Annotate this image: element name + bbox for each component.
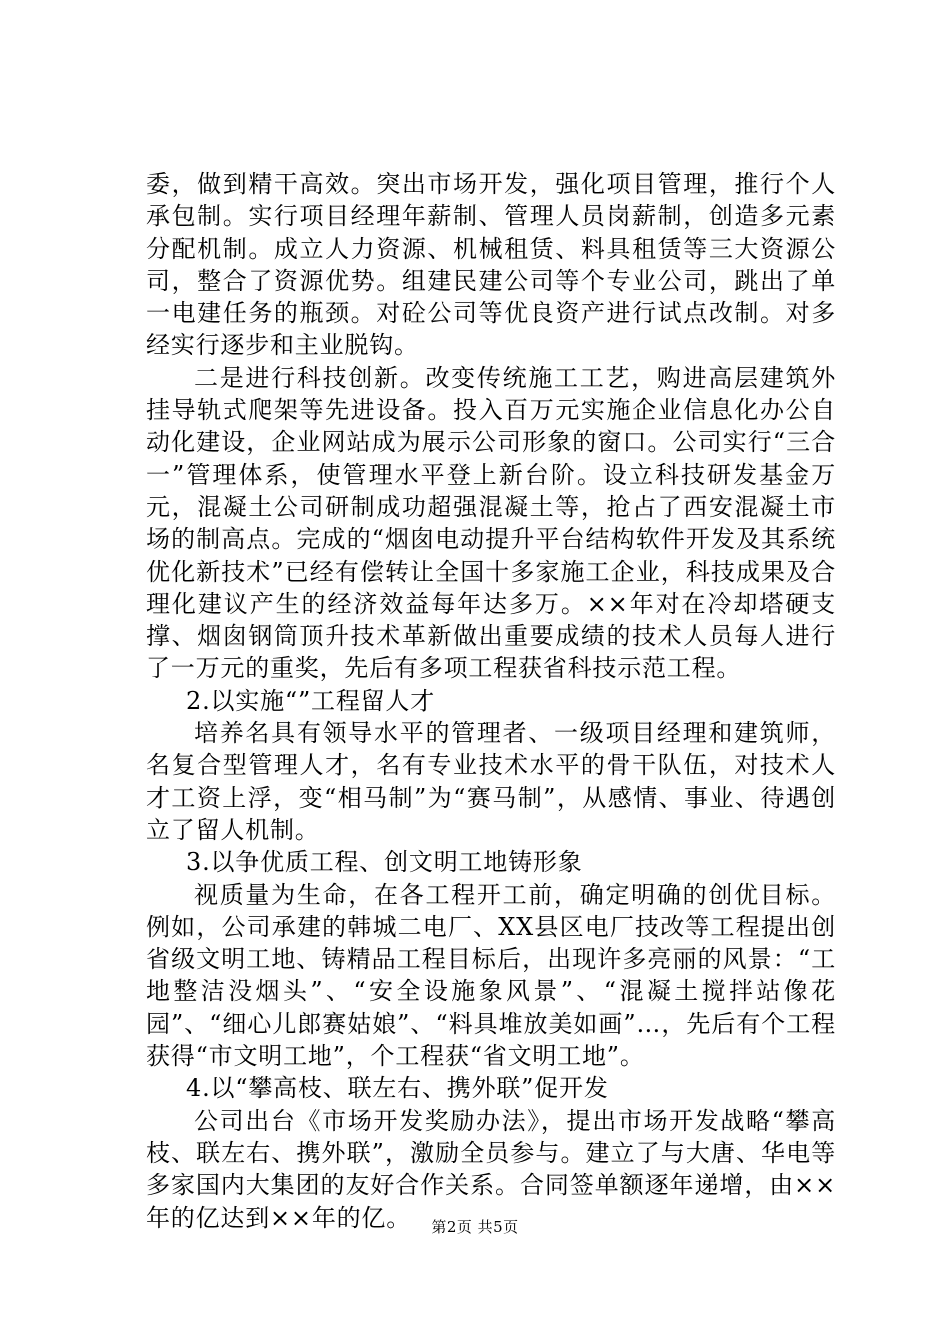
section-heading-quality: 3.以争优质工程、创文明工地铸形象 — [186, 848, 583, 877]
paragraph-continuation: 委，做到精干高效。突出市场开发，强化项目管理，推行个人承包制。实行项目经理年薪制、管理人员岗薪制，创造多元素分配机制。成立人力资源、机械租赁、料具租赁等三大资源公司，整合了资源优势。组建民建公司等个专业公司，跳出了单一电建任务的瓶颈。对砼公司等优良资产进行试点改制。对多经实行逐步和主业脱钩。 — [146, 170, 836, 360]
paragraph-talent: 培养名具有领导水平的管理者、一级项目经理和建筑师，名复合型管理人才，名有专业技术水平的骨干队伍，对技术人才工资上浮，变“相马制”为“赛马制”，从感情、事业、待遇创立了留人机制。 — [146, 719, 836, 844]
section-heading-market: 4.以“攀高枝、联左右、携外联”促开发 — [186, 1074, 609, 1103]
section-heading-talent: 2.以实施“”工程留人才 — [186, 686, 436, 715]
paragraph-tech-innovation: 二是进行科技创新。改变传统施工工艺，购进高层建筑外挂导轨式爬架等先进设备。投入百万元实施企业信息化办公自动化建设，企业网站成为展示公司形象的窗口。公司实行“三合一”管理体系，使管理水平登上新台阶。设立科技研发基金万元，混凝土公司研制成功超强混凝土等，抢占了西安混凝土市场的制高点。完成的“烟囱电动提升平台结构软件开发及其系统优化新技术”已经有偿转让全国十多家施工企业，科技成果及合理化建议产生的经济效益每年达多万。××年对在冷却塔硬支撑、烟囱钢筒顶升技术革新做出重要成绩的技术人员每人进行了一万元的重奖，先后有多项工程获省科技示范工程。 — [146, 363, 836, 683]
page-number-footer: 第2页 共5页 — [431, 1218, 519, 1236]
paragraph-market: 公司出台《市场开发奖励办法》，提出市场开发战略“攀高枝、联左右、携外联”，激励全员参与。建立了与大唐、华电等多家国内大集团的友好合作关系。合同签单额逐年递增，由××年的亿达到××年的亿。 — [146, 1106, 836, 1232]
document-body — [146, 168, 836, 1234]
paragraph-quality: 视质量为生命，在各工程开工前，确定明确的创优目标。例如，公司承建的韩城二电厂、XX县区电厂技改等工程提出创省级文明工地、铸精品工程目标后，出现许多亮丽的风景：“工地整洁没烟头”、“安全设施象风景”、“混凝土搅拌站像花园”、“细心儿郎赛姑娘”、“料具堆放美如画”…，先后有个工程获得“市文明工地”，个工程获“省文明工地”。 — [146, 880, 836, 1071]
